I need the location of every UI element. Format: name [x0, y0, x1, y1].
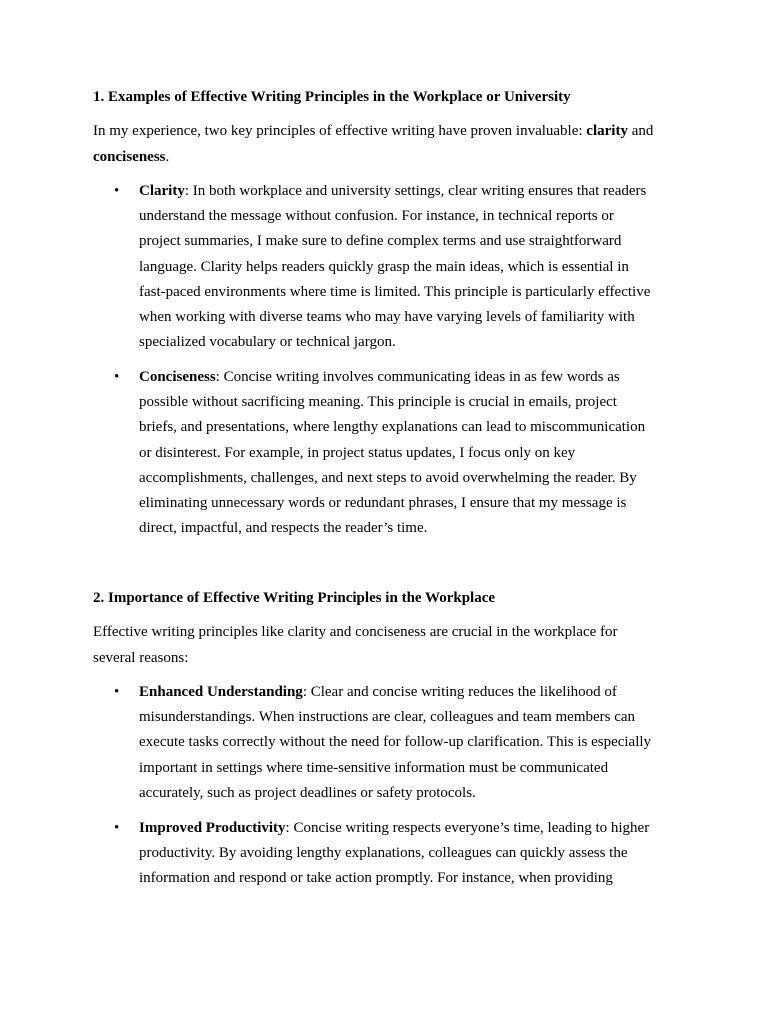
section2-intro — [93, 620, 683, 671]
list-item-line: or disinterest. For example, in project status updates, I focus only on key — [139, 444, 576, 461]
section2-intro-line2: several reasons: — [93, 649, 189, 666]
list-item — [93, 179, 683, 355]
intro-bold-clarity: clarity — [586, 123, 628, 139]
list-item-line: understand the message without confusion. For instance, in technical reports or — [139, 208, 614, 225]
bullet-icon: • — [114, 684, 120, 700]
section1-list-item-clarity — [93, 179, 683, 355]
list-item-term: Enhanced Understanding — [139, 684, 303, 700]
list-item — [93, 816, 683, 892]
list-item-text: : In both workplace and university settings, clear writing ensures that readers — [184, 183, 647, 199]
section1-heading: 1. Examples of Effective Writing Principles in the Workplace or University — [93, 89, 571, 105]
section2-intro-line1: Effective writing principles like clarity and conciseness are crucial in the workplace for — [93, 624, 618, 640]
intro-bold-conciseness: conciseness — [93, 148, 166, 165]
list-item-term: Improved Productivity — [139, 820, 286, 836]
bullet-icon: • — [114, 369, 120, 385]
list-item-term: Clarity — [139, 183, 185, 199]
bullet-icon: • — [114, 183, 120, 199]
list-item-line: misunderstandings. When instructions are clear, colleagues and team members can — [139, 709, 636, 726]
list-item-line: accurately, such as project deadlines or safety protocols. — [139, 784, 476, 801]
section2-list-item-improved-productivity — [93, 816, 683, 892]
section1-intro-line1 — [93, 119, 683, 145]
list-item-first-line — [139, 680, 683, 705]
section1-intro-line2 — [93, 145, 683, 171]
section2-list-item-enhanced-understanding — [93, 680, 683, 806]
section2-heading: 2. Importance of Effective Writing Principles in the Workplace — [93, 590, 496, 606]
list-item-line: information and respond or take action promptly. For instance, when providing — [139, 870, 613, 887]
list-item-line: accomplishments, challenges, and next steps to avoid overwhelming the reader. By — [139, 469, 637, 486]
list-item-line: productivity. By avoiding lengthy explanations, colleagues can quickly assess the — [139, 845, 628, 862]
list-item — [93, 365, 683, 541]
section1-intro — [93, 119, 683, 170]
list-item-line: project summaries, I make sure to define complex terms and use straightforward — [139, 233, 622, 250]
list-item-line: when working with diverse teams who may have varying levels of familiarity with — [139, 309, 635, 326]
list-item-line: fast-paced environments where time is limited. This principle is particularly effective — [139, 283, 651, 300]
list-item-first-line — [139, 365, 683, 390]
list-item-line: eliminating unnecessary words or redundant phrases, I ensure that my message is — [139, 495, 627, 512]
list-item-first-line — [139, 816, 683, 841]
list-item-text: : Concise writing involves communicating ideas in as few words as — [215, 369, 620, 385]
intro-period: . — [165, 148, 170, 165]
list-item-line: possible without sacrificing meaning. This principle is crucial in emails, project — [139, 394, 617, 411]
list-item-line: direct, impactful, and respects the reader’s time. — [139, 520, 428, 537]
list-item-first-line — [139, 179, 683, 204]
list-item-term: Conciseness — [139, 369, 216, 385]
list-item-line: briefs, and presentations, where lengthy explanations can lead to miscommunication — [139, 419, 646, 436]
section1-list-item-conciseness — [93, 365, 683, 541]
list-item-line: language. Clarity helps readers quickly grasp the main ideas, which is essential in — [139, 258, 629, 275]
list-item-line: specialized vocabulary or technical jargon. — [139, 334, 396, 351]
intro-text-and: and — [627, 123, 654, 139]
list-item — [93, 680, 683, 806]
intro-text: In my experience, two key principles of effective writing have proven invaluable: — [93, 123, 587, 139]
list-item-text: : Clear and concise writing reduces the likelihood of — [302, 684, 617, 700]
list-item-line: execute tasks correctly without the need for follow-up clarification. This is especially — [139, 734, 652, 751]
bullet-icon: • — [114, 820, 120, 836]
list-item-text: : Concise writing respects everyone’s time, leading to higher — [285, 820, 650, 836]
list-item-line: important in settings where time-sensitive information must be communicated — [139, 759, 609, 776]
